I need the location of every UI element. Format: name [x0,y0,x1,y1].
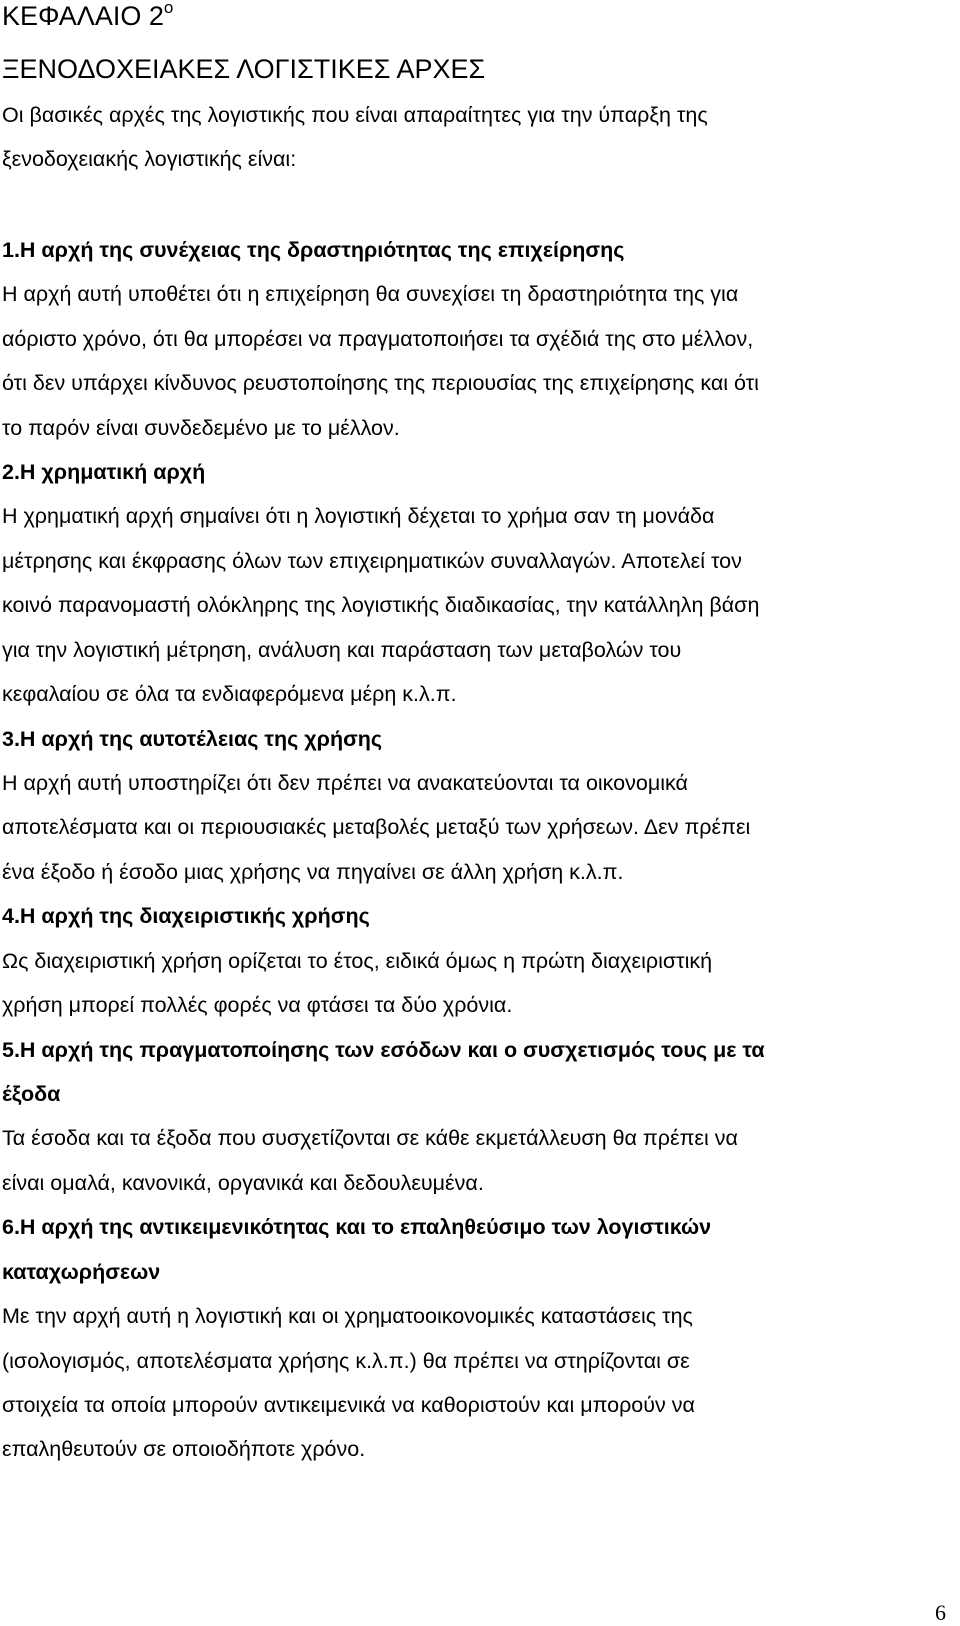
section-body-line: Τα έσοδα και τα έξοδα που συσχετίζονται σε κάθε εκμετάλλευση θα πρέπει να [2,1126,738,1150]
section-body-line: ότι δεν υπάρχει κίνδυνος ρευστοποίησης της περιουσίας της επιχείρησης και ότι [2,371,759,395]
section-body-line: Με την αρχή αυτή η λογιστική και οι χρηματοοικονομικές καταστάσεις της [2,1304,693,1328]
section-body-line: στοιχεία τα οποία μπορούν αντικειμενικά να καθοριστούν και μπορούν να [2,1393,695,1417]
section-body-line: είναι ομαλά, κανονικά, οργανικά και δεδουλευμένα. [2,1171,484,1195]
section-body-line: κοινό παρανομαστή ολόκληρης της λογιστικής διαδικασίας, την κατάλληλη βάση [2,593,760,617]
section-body-line: (ισολογισμός, αποτελέσματα χρήσης κ.λ.π.) θα πρέπει να στηρίζονται σε [2,1349,690,1373]
section-body-line: χρήση μπορεί πολλές φορές να φτάσει τα δύο χρόνια. [2,993,513,1017]
section-body-line: Η αρχή αυτή υποστηρίζει ότι δεν πρέπει να ανακατεύονται τα οικονομικά [2,771,688,795]
section-heading: 5.Η αρχή της πραγματοποίησης των εσόδων και ο συσχετισμός τους με τα [2,1038,765,1062]
intro-line: Οι βασικές αρχές της λογιστικής που είναι απαραίτητες για την ύπαρξη της [2,103,708,127]
section-heading: 1.Η αρχή της συνέχειας της δραστηριότητας της επιχείρησης [2,238,625,262]
section-body-line: Η αρχή αυτή υποθέτει ότι η επιχείρηση θα συνεχίσει τη δραστηριότητα της για [2,282,739,306]
section-heading: καταχωρήσεων [2,1260,161,1284]
section-body-line: αποτελέσματα και οι περιουσιακές μεταβολές μεταξύ των χρήσεων. Δεν πρέπει [2,815,751,839]
section-body-line: επαληθευτούν σε οποιοδήποτε χρόνο. [2,1437,366,1461]
section-heading: 2.Η χρηματική αρχή [2,460,206,484]
chapter-label-text: ΚΕΦΑΛΑΙΟ 2 [2,1,164,31]
section-body-line: μέτρησης και έκφρασης όλων των επιχειρηματικών συναλλαγών. Αποτελεί τον [2,549,742,573]
section-body-line: κεφαλαίου σε όλα τα ενδιαφερόμενα μέρη κ.λ.π. [2,682,457,706]
section-body-line: το παρόν είναι συνδεδεμένο με το μέλλον. [2,416,400,440]
page-title: ΞΕΝΟΔΟΧΕΙΑΚΕΣ ΛΟΓΙΣΤΙΚΕΣ ΑΡΧΕΣ [2,54,486,84]
section-body-line: Η χρηματική αρχή σημαίνει ότι η λογιστική δέχεται το χρήμα σαν τη μονάδα [2,504,715,528]
section-heading: 6.Η αρχή της αντικειμενικότητας και το επαληθεύσιμο των λογιστικών [2,1215,712,1239]
section-body-line: αόριστο χρόνο, ότι θα μπορέσει να πραγματοποιήσει τα σχέδιά της στο μέλλον, [2,327,754,351]
section-heading: έξοδα [2,1082,61,1106]
section-heading: 4.Η αρχή της διαχειριστικής χρήσης [2,904,370,928]
page-number: 6 [935,1600,946,1625]
intro-line: ξενοδοχειακής λογιστικής είναι: [2,147,297,171]
section-body-line: για την λογιστική μέτρηση, ανάλυση και παράσταση των μεταβολών του [2,638,682,662]
section-body-line: Ως διαχειριστική χρήση ορίζεται το έτος, ειδικά όμως η πρώτη διαχειριστική [2,949,713,973]
chapter-label [2,0,173,34]
chapter-ordinal-superscript: ο [163,0,174,17]
section-body-line: ένα έξοδο ή έσοδο μιας χρήσης να πηγαίνει σε άλλη χρήση κ.λ.π. [2,860,624,884]
section-heading: 3.Η αρχή της αυτοτέλειας της χρήσης [2,727,383,751]
